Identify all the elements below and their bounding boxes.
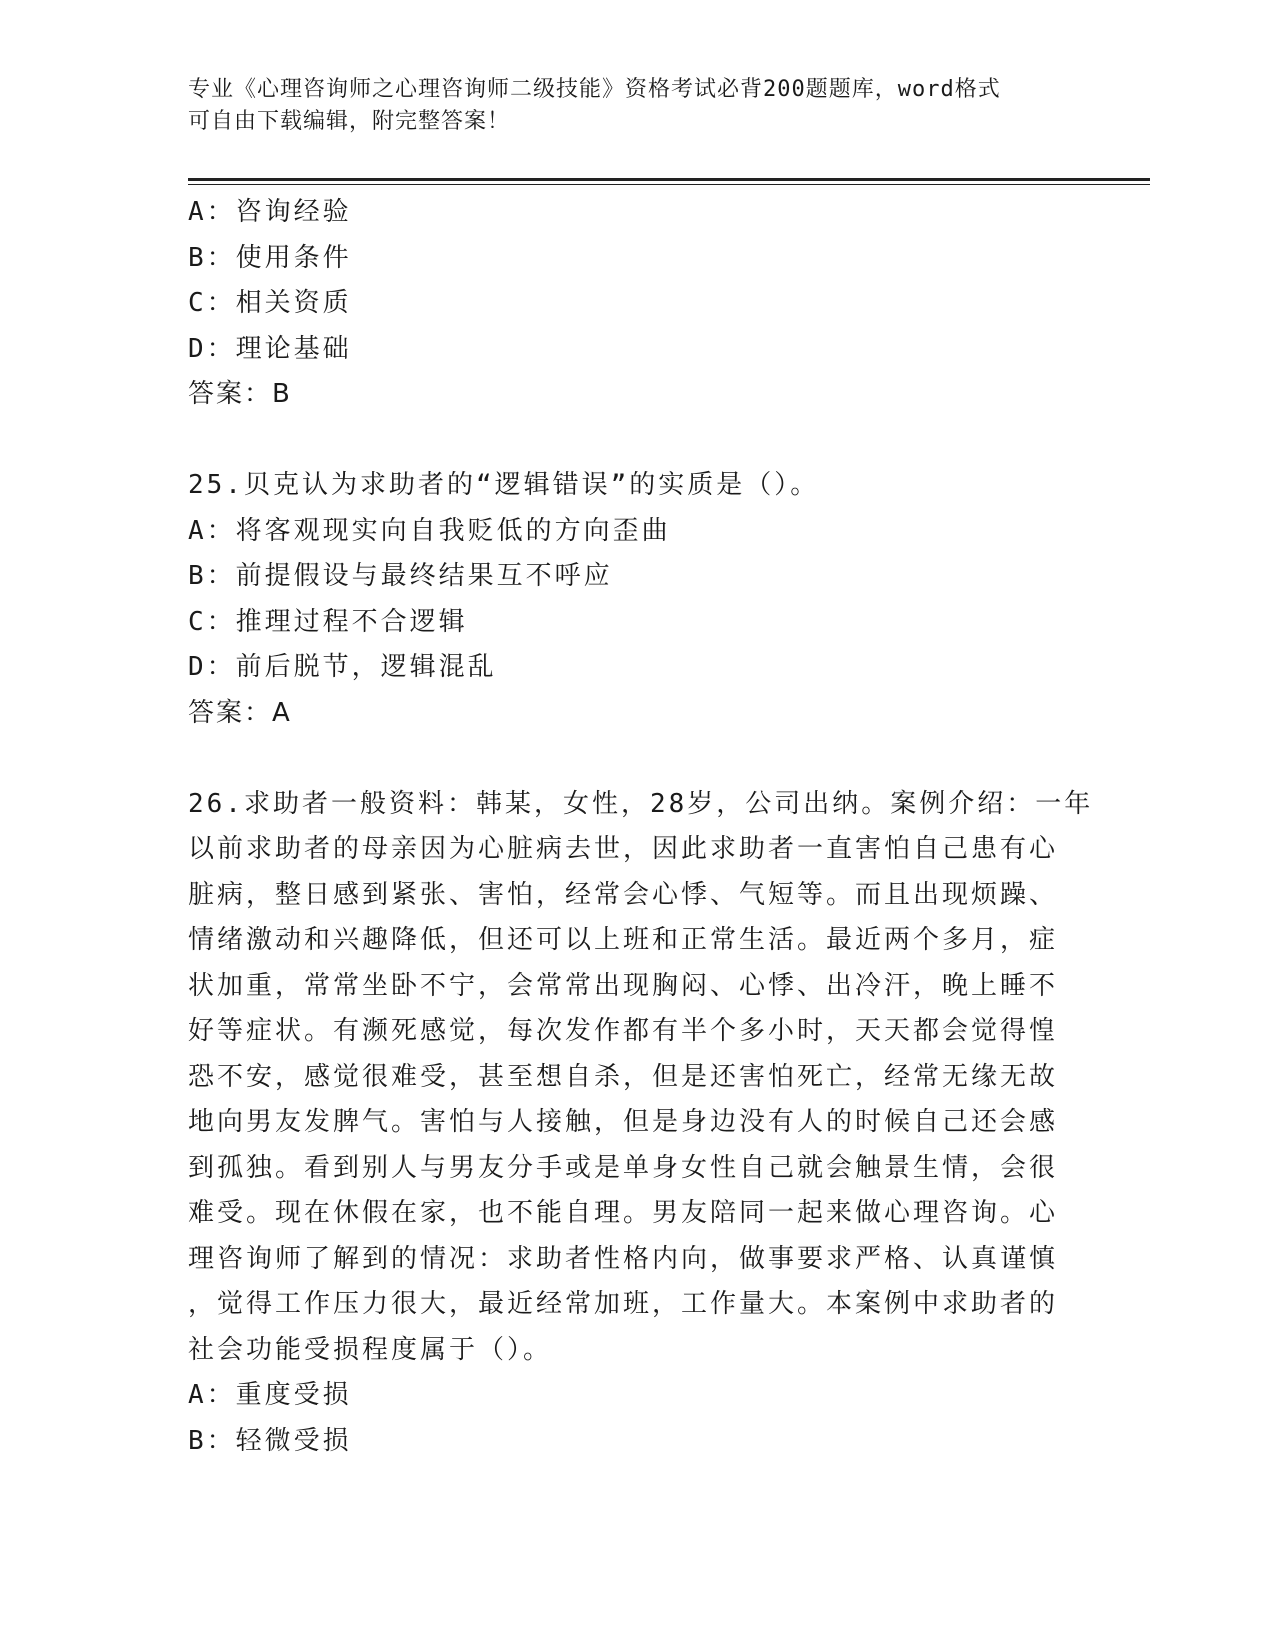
question-content [188,190,1094,1464]
spacer [188,736,1068,782]
answer: 答案：A [188,697,292,728]
option-b: B：使用条件 [188,242,352,273]
stem-line: 难受。现在休假在家，也不能自理。男友陪同一起来做心理咨询。心 [188,1198,1059,1228]
question-24-options [188,190,1068,418]
option-d: D：前后脱节，逻辑混乱 [188,652,497,682]
option-a: A：咨询经验 [188,197,352,227]
document-header [188,74,1068,138]
option-d: D：理论基础 [188,333,352,364]
option-c: C：推理过程不合逻辑 [188,606,468,637]
spacer [188,418,1068,464]
option-a: A：将客观现实向自我贬低的方向歪曲 [188,515,671,546]
stem-line: 好等症状。有濒死感觉，每次发作都有半个多小时，天天都会觉得惶 [188,1016,1059,1046]
stem-line: 状加重，常常坐卧不宁，会常常出现胸闷、心悸、出冷汗，晚上睡不 [188,970,1059,1001]
stem-line: 到孤独。看到别人与男友分手或是单身女性自己就会触景生情，会很 [188,1152,1059,1183]
question-stem [188,782,1094,1374]
question-25 [188,463,1068,736]
question-26 [188,782,1094,1465]
option-c: C：相关资质 [188,288,352,318]
option-b: B：轻微受损 [188,1425,352,1456]
stem-line: 社会功能受损程度属于（）。 [188,1334,553,1365]
header-line-1: 专业《心理咨询师之心理咨询师二级技能》资格考试必背200题题库，word格式 [188,77,1001,102]
header-divider-thick [188,178,1150,181]
stem-line: ，觉得工作压力很大，最近经常加班，工作量大。本案例中求助者的 [188,1289,1059,1319]
stem-line: 以前求助者的母亲因为心脏病去世，因此求助者一直害怕自己患有心 [188,834,1059,864]
stem-line: 地向男友发脾气。害怕与人接触，但是身边没有人的时候自己还会感 [188,1107,1059,1137]
answer: 答案：B [188,379,292,409]
stem-line: 26.求助者一般资料：韩某，女性，28岁，公司出纳。案例介绍：一年 [188,788,1094,819]
stem-line: 恐不安，感觉很难受，甚至想自杀，但是还害怕死亡，经常无缘无故 [188,1061,1059,1092]
option-b: B：前提假设与最终结果互不呼应 [188,561,613,591]
header-line-2: 可自由下载编辑，附完整答案！ [188,109,511,134]
stem-line: 理咨询师了解到的情况：求助者性格内向，做事要求严格、认真谨慎 [188,1243,1059,1274]
header-divider-thin [188,184,1150,185]
stem-line: 脏病，整日感到紧张、害怕，经常会心悸、气短等。而且出现烦躁、 [188,879,1059,910]
option-a: A：重度受损 [188,1380,352,1410]
stem-line: 情绪激动和兴趣降低，但还可以上班和正常生活。最近两个多月，症 [188,925,1059,955]
question-stem: 25.贝克认为求助者的“逻辑错误”的实质是（）。 [188,470,820,500]
